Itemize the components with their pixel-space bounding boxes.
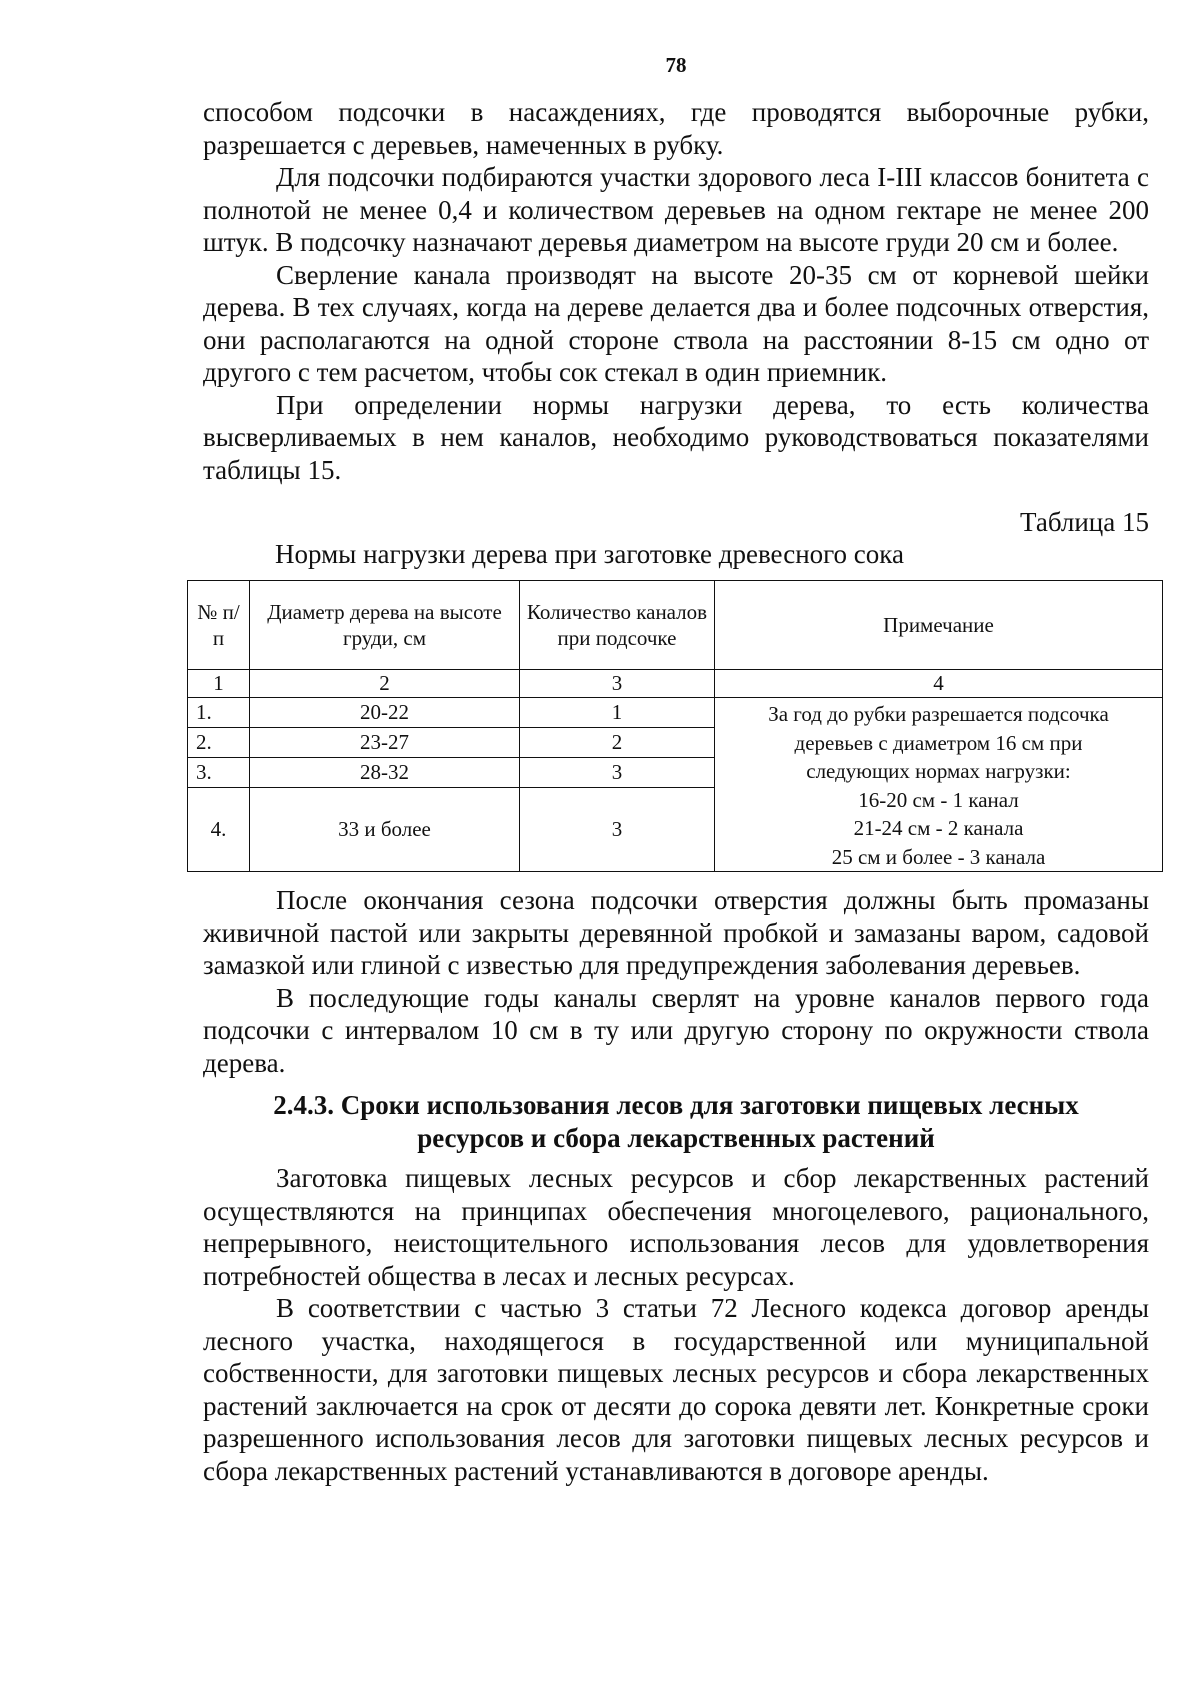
- section-heading-line: ресурсов и сбора лекарственных растений: [417, 1122, 935, 1153]
- row-channels-cell: 3: [520, 758, 715, 788]
- row-diameter-cell: 23-27: [250, 728, 520, 758]
- header-cell-channels: Количество каналов при подсочке: [520, 581, 715, 670]
- note-line: следующих нормах нагрузки:: [806, 759, 1071, 783]
- column-number-cell: 3: [520, 670, 715, 698]
- table-row: [188, 698, 1163, 728]
- row-channels-cell: 2: [520, 728, 715, 758]
- row-number-cell: 3.: [188, 758, 250, 788]
- row-diameter-cell: 28-32: [250, 758, 520, 788]
- note-line: 21-24 см - 2 канала: [853, 816, 1024, 840]
- note-line: 16-20 см - 1 канал: [858, 787, 1019, 812]
- paragraph: Сверление канала производят на высоте 20-35 см от корневой шейки дерева. В тех случаях, когда на дереве делается два и более подсочных отверстия, они располагаются на одной стороне ствола на расстоянии 8-15 см одно от другого с тем расчетом, чтобы сок стекал в один приемник.: [203, 259, 1149, 387]
- column-number-cell: 1: [188, 670, 250, 698]
- paragraph: При определении нормы нагрузки дерева, то есть количества высверливаемых в нем каналов, необходимо руководствоваться показателями таблицы 15.: [203, 389, 1149, 485]
- row-channels-cell: 3: [520, 788, 715, 872]
- note-line: За год до рубки разрешается подсочка: [768, 702, 1109, 726]
- paragraphs-middle: [203, 884, 1149, 1079]
- row-diameter-cell: 20-22: [250, 698, 520, 728]
- row-channels-cell: 1: [520, 698, 715, 728]
- row-number-cell: 2.: [188, 728, 250, 758]
- paragraph: В соответствии с частью 3 статьи 72 Лесного кодекса договор аренды лесного участка, находящегося в государственной или муниципальной собственности, для заготовки пищевых лесных ресурсов и сбора лекарственных растений заключается на срок от десяти до сорока девяти лет. Конкретные сроки разрешенного использования лесов для заготовки пищевых лесных ресурсов и сбора лекарственных растений устанавливаются в договоре аренды.: [203, 1293, 1149, 1486]
- paragraph: В последующие годы каналы сверлят на уровне каналов первого года подсочки с интервалом 10 см в ту или другую сторону по окружности ствола дерева.: [203, 982, 1149, 1078]
- row-diameter-cell: 33 и более: [250, 788, 520, 872]
- document-page: [196, 52, 1149, 1487]
- note-line: деревьев с диаметром 16 см при: [794, 730, 1083, 755]
- header-cell-diameter: Диаметр дерева на высоте груди, см: [250, 581, 520, 670]
- note-cell: [715, 698, 1163, 872]
- note-line: 25 см и более - 3 канала: [831, 844, 1046, 869]
- paragraph: способом подсочки в насаждениях, где проводятся выборочные рубки, разрешается с деревьев, намеченных в рубку.: [203, 97, 1149, 160]
- column-number-cell: 2: [250, 670, 520, 698]
- table-column-numbers-row: [188, 670, 1163, 698]
- page-number: 78: [665, 53, 687, 77]
- paragraphs-bottom: [203, 1162, 1149, 1487]
- row-number-cell: 4.: [188, 788, 250, 872]
- table-label: Таблица 15: [1020, 507, 1149, 537]
- row-number-cell: 1.: [188, 698, 250, 728]
- section-heading: [203, 1089, 1149, 1154]
- table-title: Нормы нагрузки дерева при заготовке древесного сока: [275, 539, 904, 569]
- paragraph: Заготовка пищевых лесных ресурсов и сбор лекарственных растений осуществляются на принципах обеспечения многоцелевого, рационального, непрерывного, неистощительного использования лесов для удовлетворения потребностей общества в лесах и лесных ресурсах.: [203, 1163, 1149, 1291]
- column-number-cell: 4: [715, 670, 1163, 698]
- header-cell-note: Примечание: [715, 581, 1163, 670]
- header-cell-number: № п/п: [188, 581, 250, 670]
- norms-table: [187, 580, 1163, 872]
- table-header-row: [188, 581, 1163, 670]
- paragraph: Для подсочки подбираются участки здорового леса I-III классов бонитета с полнотой не менее 0,4 и количеством деревьев на одном гектаре не менее 200 штук. В подсочку назначают деревья диаметром на высоте груди 20 см и более.: [203, 162, 1149, 257]
- section-heading-line: 2.4.3. Сроки использования лесов для заготовки пищевых лесных: [273, 1090, 1079, 1120]
- paragraph: После окончания сезона подсочки отверстия должны быть промазаны живичной пастой или закрыты деревянной пробкой и замазаны варом, садовой замазкой или глиной с известью для предупреждения заболевания деревьев.: [203, 885, 1149, 980]
- paragraphs-top: [203, 96, 1149, 486]
